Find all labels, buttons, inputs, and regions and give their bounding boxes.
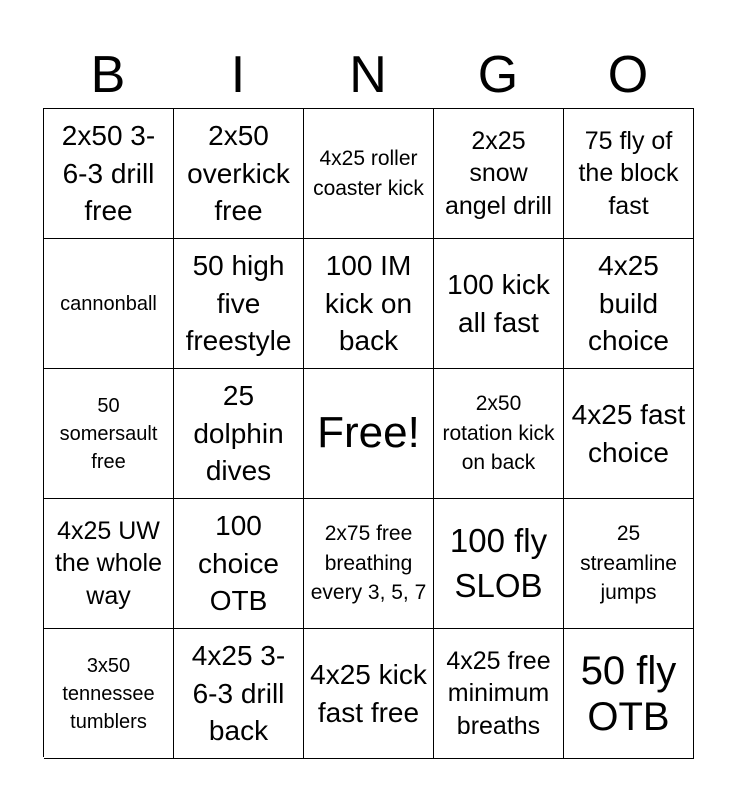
bingo-cell[interactable]: 50 high five freestyle [174, 239, 304, 369]
bingo-cell[interactable]: 25 dolphin dives [174, 369, 304, 499]
bingo-cell[interactable]: 2x25 snow angel drill [434, 109, 564, 239]
free-space: Free! [304, 369, 434, 499]
bingo-cell[interactable]: 50 somersault free [44, 369, 174, 499]
bingo-cell[interactable]: 2x75 free breathing every 3, 5, 7 [304, 499, 434, 629]
header-letter-o: O [607, 46, 649, 104]
bingo-card-grid [43, 108, 694, 757]
bingo-cell[interactable]: 100 fly SLOB [434, 499, 564, 629]
header-letter-i: I [230, 46, 246, 104]
bingo-cell[interactable]: 4x25 free minimum breaths [434, 629, 564, 759]
bingo-cell[interactable]: 75 fly of the block fast [564, 109, 694, 239]
bingo-cell[interactable]: 4x25 roller coaster kick [304, 109, 434, 239]
bingo-cell[interactable]: 2x50 3-6-3 drill free [44, 109, 174, 239]
bingo-header [43, 42, 693, 108]
bingo-cell[interactable]: 4x25 kick fast free [304, 629, 434, 759]
bingo-cell[interactable]: 100 IM kick on back [304, 239, 434, 369]
bingo-cell[interactable]: 4x25 fast choice [564, 369, 694, 499]
header-letter-g: G [477, 46, 519, 104]
header-letter-b: B [90, 46, 126, 104]
bingo-cell[interactable]: 50 fly OTB [564, 629, 694, 759]
bingo-cell[interactable]: 3x50 tennessee tumblers [44, 629, 174, 759]
bingo-cell[interactable]: 2x50 overkick free [174, 109, 304, 239]
bingo-cell[interactable]: 100 choice OTB [174, 499, 304, 629]
bingo-cell[interactable]: 2x50 rotation kick on back [434, 369, 564, 499]
bingo-cell[interactable]: 25 streamline jumps [564, 499, 694, 629]
bingo-cell[interactable]: 4x25 3-6-3 drill back [174, 629, 304, 759]
bingo-cell[interactable]: cannonball [44, 239, 174, 369]
bingo-cell[interactable]: 4x25 UW the whole way [44, 499, 174, 629]
bingo-cell[interactable]: 100 kick all fast [434, 239, 564, 369]
header-letter-n: N [349, 46, 387, 104]
bingo-cell[interactable]: 4x25 build choice [564, 239, 694, 369]
